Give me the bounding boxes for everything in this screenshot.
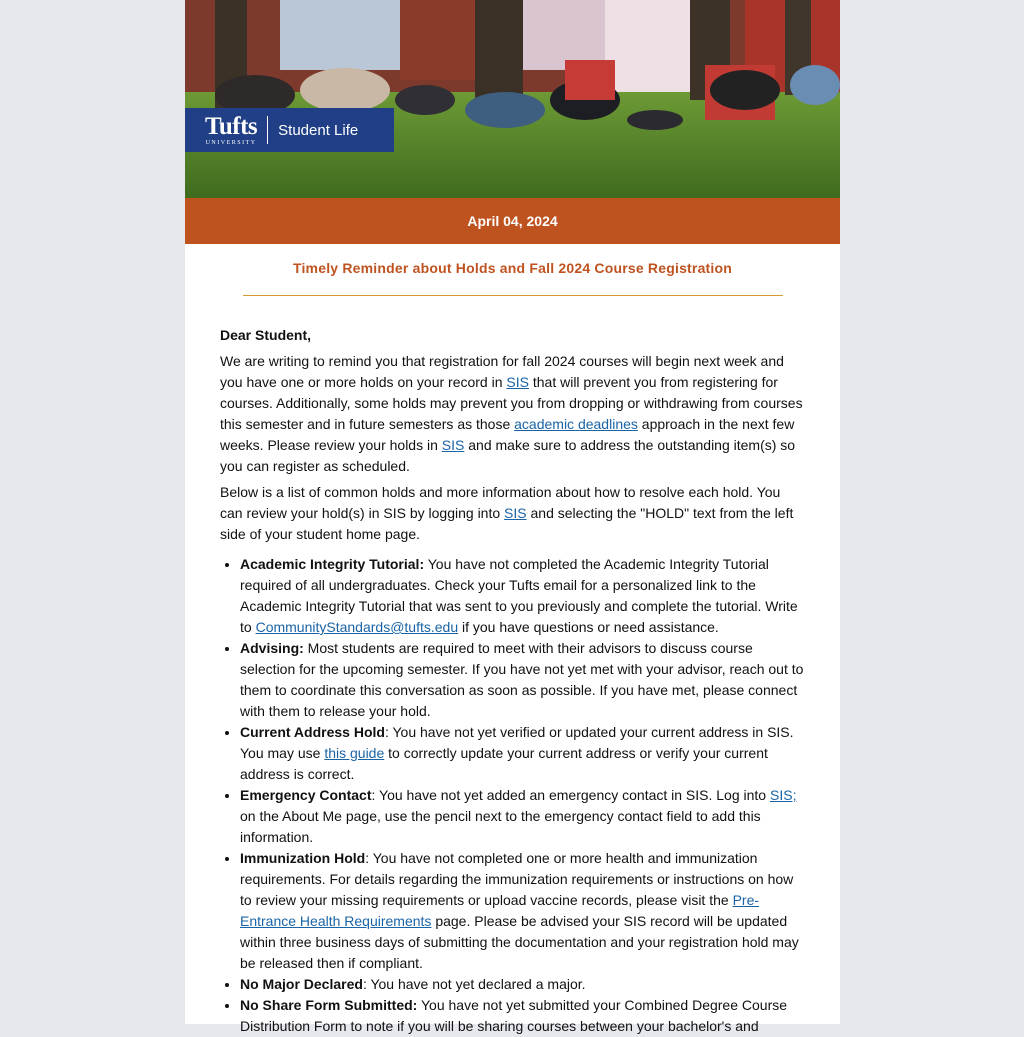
address-guide-link[interactable]: this guide xyxy=(324,745,385,761)
hold-title: No Share Form Submitted: xyxy=(240,997,418,1013)
text: and make sure to address the outstanding item(s) so you can register as scheduled. xyxy=(220,437,796,474)
text: You have not completed the Academic Integrity Tutorial required of all undergraduates. Check your Tufts email for a personalized link to the Academic Integrity Tutorial that was sent to you previously and complete the tutorial. Write to xyxy=(240,556,798,635)
tufts-wordmark xyxy=(205,114,257,146)
text: that will prevent you from registering for courses. Additionally, some holds may prevent you from dropping or withdrawing from courses this semester and in future semesters as those xyxy=(220,374,803,432)
list-item-academic-integrity xyxy=(240,554,805,638)
wordmark-text: Tufts xyxy=(205,113,258,140)
list-item-advising xyxy=(240,638,805,722)
health-requirements-link[interactable]: Pre-Entrance Health Requirements xyxy=(240,892,760,929)
text: : You have not yet declared a major. xyxy=(362,976,586,992)
holds-list xyxy=(220,554,805,1037)
hold-title: Immunization Hold xyxy=(240,850,366,866)
holds-intro-paragraph xyxy=(220,482,805,545)
list-item-current-address xyxy=(240,722,805,785)
text: We are writing to remind you that registration for fall 2024 courses will begin next week and you have one or more holds on your record in xyxy=(220,353,784,390)
academic-deadlines-link[interactable]: academic deadlines xyxy=(514,416,638,432)
hold-title: Current Address Hold xyxy=(240,724,385,740)
tufts-student-life-logo[interactable] xyxy=(185,108,394,152)
text: approach in the next few weeks. Please review your holds in xyxy=(220,416,795,453)
text: and selecting the "HOLD" text from the left side of your student home page. xyxy=(220,505,794,542)
list-item-immunization xyxy=(240,848,805,974)
text: Most students are required to meet with their advisors to discuss course selection for the upcoming semester. If you have not yet met with your advisor, reach out to them to coordinate this conversation as soon as possible. If you have met, please connect with them to release your hold. xyxy=(240,640,804,719)
list-item-emergency-contact xyxy=(240,785,805,848)
list-item-no-share-form xyxy=(240,995,805,1037)
hero-banner xyxy=(185,0,840,198)
sis-link[interactable]: SIS xyxy=(506,374,529,390)
wordmark-subtext: UNIVERSITY xyxy=(205,140,257,146)
text: on the About Me page, use the pencil next to the emergency contact field to add this information. xyxy=(240,808,761,845)
text: : You have not yet added an emergency contact in SIS. Log into xyxy=(371,787,770,803)
email-date: April 04, 2024 xyxy=(467,213,558,229)
hold-title: No Major Declared xyxy=(240,976,363,992)
text: : You have not completed one or more health and immunization requirements. For details regarding the immunization requirements or instructions on how to review your missing requirements or upload vaccine records, please visit the xyxy=(240,850,794,908)
email-container xyxy=(185,0,840,1034)
community-standards-email-link[interactable]: CommunityStandards@tufts.edu xyxy=(255,619,459,635)
text: : You have not yet verified or updated your current address in SIS. You may use xyxy=(240,724,794,761)
text: to correctly update your current address or verify your current address is correct. xyxy=(240,745,768,782)
sis-link[interactable]: SIS; xyxy=(770,787,797,803)
intro-paragraph xyxy=(220,351,805,477)
sis-link[interactable]: SIS xyxy=(504,505,527,521)
list-item-no-major xyxy=(240,974,805,995)
hold-title: Academic Integrity Tutorial: xyxy=(240,556,425,572)
greeting: Dear Student, xyxy=(220,327,312,343)
campus-lawn-photo xyxy=(185,0,840,198)
text: if you have questions or need assistance. xyxy=(458,619,719,635)
logo-divider xyxy=(267,116,268,144)
text: You have not yet submitted your Combined Degree Course Distribution Form to note if you will be sharing courses between your bachelor's and xyxy=(240,997,788,1034)
email-subject: Timely Reminder about Holds and Fall 2024 Course Registration xyxy=(292,260,733,276)
date-bar xyxy=(185,198,840,244)
text: page. Please be advised your SIS record will be updated within three business days of submitting the documentation and your registration hold may be released then if compliant. xyxy=(240,913,799,971)
hold-title: Advising: xyxy=(240,640,304,656)
hold-title: Emergency Contact xyxy=(240,787,372,803)
sis-link[interactable]: SIS xyxy=(441,437,465,453)
unit-name: Student Life xyxy=(278,121,359,139)
text: Below is a list of common holds and more information about how to resolve each hold. You can review your hold(s) in SIS by logging into xyxy=(220,484,781,521)
email-body xyxy=(185,296,840,1037)
